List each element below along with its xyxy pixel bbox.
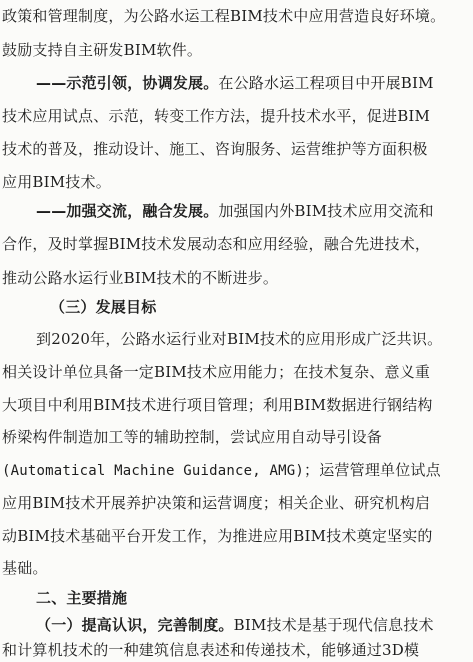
text-line bbox=[2, 556, 473, 580]
text-line bbox=[2, 425, 473, 449]
line-text: 到2020年，公路水运行业对BIM技术的应用形成广泛共识。 bbox=[36, 330, 443, 348]
section-heading: 二、主要措施 bbox=[36, 589, 128, 607]
text-line bbox=[2, 266, 473, 290]
line-text: 鼓励支持自主研发BIM软件。 bbox=[2, 41, 203, 59]
line-text: BIM技术是基于现代信息技术 bbox=[233, 616, 434, 634]
text-line bbox=[2, 170, 473, 194]
text-line bbox=[36, 71, 473, 95]
line-text: 技术应用试点、示范，转变工作方法，提升技术水平，促进BIM bbox=[2, 107, 431, 125]
line-text: 应用BIM技术开展养护决策和运营调度；相关企业、研究机构启 bbox=[2, 494, 431, 512]
text-line bbox=[36, 199, 473, 223]
text-line bbox=[2, 38, 473, 62]
text-line bbox=[2, 638, 473, 662]
line-text: ；运营管理单位试点 bbox=[304, 461, 441, 479]
text-line bbox=[2, 360, 473, 384]
line-text: 政策和管理制度，为公路水运工程BIM技术中应用营造良好环境。 bbox=[2, 7, 446, 25]
line-text: 应用BIM技术。 bbox=[2, 173, 111, 191]
line-text: 桥梁构件制造加工等的辅助控制，尝试应用自动导引设备 bbox=[2, 428, 383, 446]
section-heading: （三）发展目标 bbox=[50, 298, 157, 316]
line-text: 动BIM技术基础平台开发工作，为推进应用BIM技术奠定坚实的 bbox=[2, 527, 433, 545]
line-text: 加强国内外BIM技术应用交流和 bbox=[218, 202, 434, 220]
text-line bbox=[2, 104, 473, 128]
text-line bbox=[50, 295, 473, 319]
text-line bbox=[36, 586, 473, 610]
line-text: 在公路水运工程项目中开展BIM bbox=[218, 74, 434, 92]
line-text-latin: (Automatical Machine Guidance, AMG) bbox=[2, 463, 305, 479]
line-text: 推动公路水运行业BIM技术的不断进步。 bbox=[2, 269, 279, 287]
text-line bbox=[2, 524, 473, 548]
line-heading: ——示范引领，协调发展。 bbox=[36, 74, 219, 92]
text-line bbox=[2, 232, 473, 256]
line-text: 和计算机技术的一种建筑信息表述和传递技术，能够通过3D模 bbox=[2, 641, 420, 659]
text-line bbox=[36, 327, 473, 351]
line-text: 基础。 bbox=[2, 559, 48, 577]
line-text: 大项目中利用BIM技术进行项目管理；利用BIM数据进行钢结构 bbox=[2, 396, 433, 414]
text-line bbox=[2, 393, 473, 417]
text-line bbox=[2, 137, 473, 161]
text-line bbox=[36, 613, 473, 637]
line-text: 合作，及时掌握BIM技术发展动态和应用经验，融合先进技术， bbox=[2, 235, 431, 253]
line-text: 技术的普及，推动设计、施工、咨询服务、运营维护等方面积极 bbox=[2, 140, 428, 158]
line-text: 相关设计单位具备一定BIM技术应用能力；在技术复杂、意义重 bbox=[2, 363, 431, 381]
line-heading: ——加强交流，融合发展。 bbox=[36, 202, 219, 220]
text-line bbox=[2, 491, 473, 515]
line-heading: （一）提高认识，完善制度。 bbox=[36, 616, 234, 634]
text-line bbox=[2, 458, 473, 482]
text-line bbox=[2, 4, 473, 28]
